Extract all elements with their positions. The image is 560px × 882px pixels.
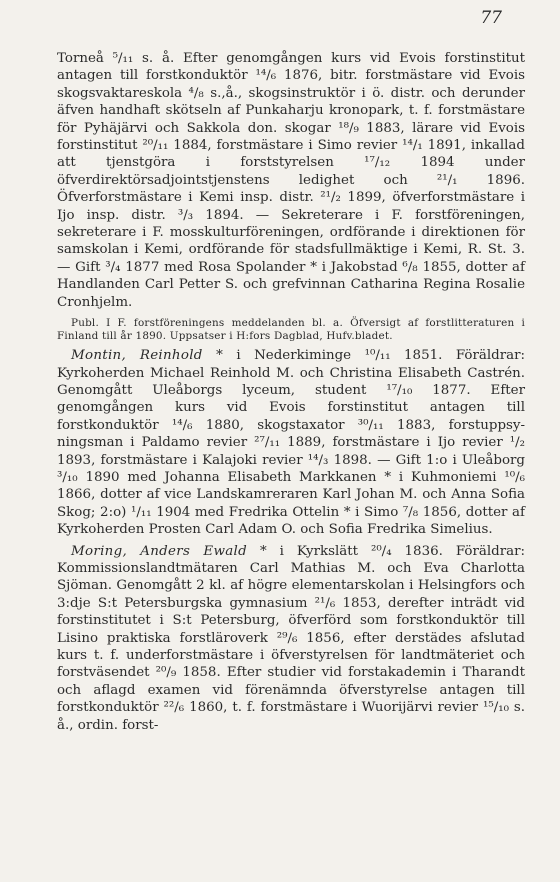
page-text — [57, 50, 525, 734]
page-number: 77 — [480, 8, 502, 28]
publications-note: Publ. I F. forstföreningens meddelanden bl. a. Öfversigt af forstlitteraturen i Finland till år 1890. Uppsatser i H:fors Dagblad, Hufv.bladet. — [57, 317, 525, 343]
entry-text-moring: * i Kyrkslätt ²⁰/₄ 1836. Föräldrar: Kommissionslandtmätaren Carl Mathias M. och Eva Charlotta Sjöman. Genomgått 2 kl. af högre elementarskolan i Helsingfors och 3:dje S:t Petersburgska gymnasium ²¹/₆ 1853, derefter inträdt vid forstinstitutet i S:t Petersburg, öfverförd som forstkonduktör till Lisino praktiska forstläroverk ²⁹/₆ 1856, efter derstädes afslutad kurs t. f. underforstmästare i öfverstyrelsen för landtmäteriet och forstväsendet ²⁰/₉ 1858. Efter studier vid forstakademin i Tharandt och aflagd examen vid förenämnda öfverstyrelse antagen till forstkonduktör ²²/₆ 1860, t. f. forstmästare i Wuorijärvi revier ¹⁵/₁₀ s. å., ordin. forst- — [57, 543, 525, 733]
paragraph-continuation: Torneå ⁵/₁₁ s. å. Efter genomgången kurs vid Evois forstinstitut antagen till forstkonduktör ¹⁴/₆ 1876, bitr. forstmästare vid Evois skogsvaktareskola ⁴/₈ s.,å., skogsinstruktör i ö. distr. och derunder äfven handhaft skötseln af Punkaharju kronopark, t. f. forstmästare för Pyhäjärvi och Sakkola don. skogar ¹⁸/₉ 1883, lärare vid Evois forstinstitut ²⁰/₁₁ 1884, forstmästare i Simo revier ¹⁴/₁ 1891, inkallad att tjenstgöra i forststyrelsen ¹⁷/₁₂ 1894 under öfverdirektörsadjointstjenstens ledighet och ²¹/₁ 1896. Öfverforstmästare i Kemi insp. distr. ²¹/₂ 1899, öfverforstmästare i Ijo insp. distr. ³/₃ 1894. — Sekreterare i F. forstföreningen, sekreterare i F. mosskulturföreningen, ordförande i direktionen för samskolan i Kemi, ordförande för stadsfullmäktige i Kemi, R. St. 3. — Gift ³/₄ 1877 med Rosa Spolander * i Jakobstad ⁶/₈ 1855, dotter af Handlanden Carl Petter S. och grefvinnan Catharina Regina Rosalie Cronhjelm. — [57, 51, 525, 310]
entry-name-moring: Moring, Anders Ewald — [71, 543, 247, 559]
entry-name-montin: Montin, Reinhold — [71, 348, 203, 364]
entry-text-montin: * i Nederkiminge ¹⁰/₁₁ 1851. Föräldrar: Kyrkoherden Michael Reinhold M. och Christina Elisabeth Castrén. Genomgått Uleåborgs lyceum, student ¹⁷/₁₀ 1877. Efter genomgången kurs vid Evois forstinstitut antagen till forstkonduktör ¹⁴/₆ 1880, skogstaxator ³⁰/₁₁ 1883, forstuppsyningsman i Paldamo revier ²⁷/₁₁ 1889, forstmästare i Ijo revier ¹/₂ 1893, forstmästare i Kalajoki revier ¹⁴/₃ 1898. — Gift 1:o i Uleåborg ³/₁₀ 1890 med Johanna Elisabeth Markkanen * i Kuhmoniemi ¹⁰/₆ 1866, dotter af vice Landskamreraren Karl Johan M. och Anna Sofia Skog; 2:o) ¹/₁₁ 1904 med Fredrika Ottelin * i Simo ⁷/₈ 1856, dotter af Kyrkoherden Prosten Carl Adam O. och Sofia Fredrika Simelius. — [57, 348, 525, 538]
entry-montin — [57, 347, 525, 538]
entry-moring — [57, 543, 525, 734]
